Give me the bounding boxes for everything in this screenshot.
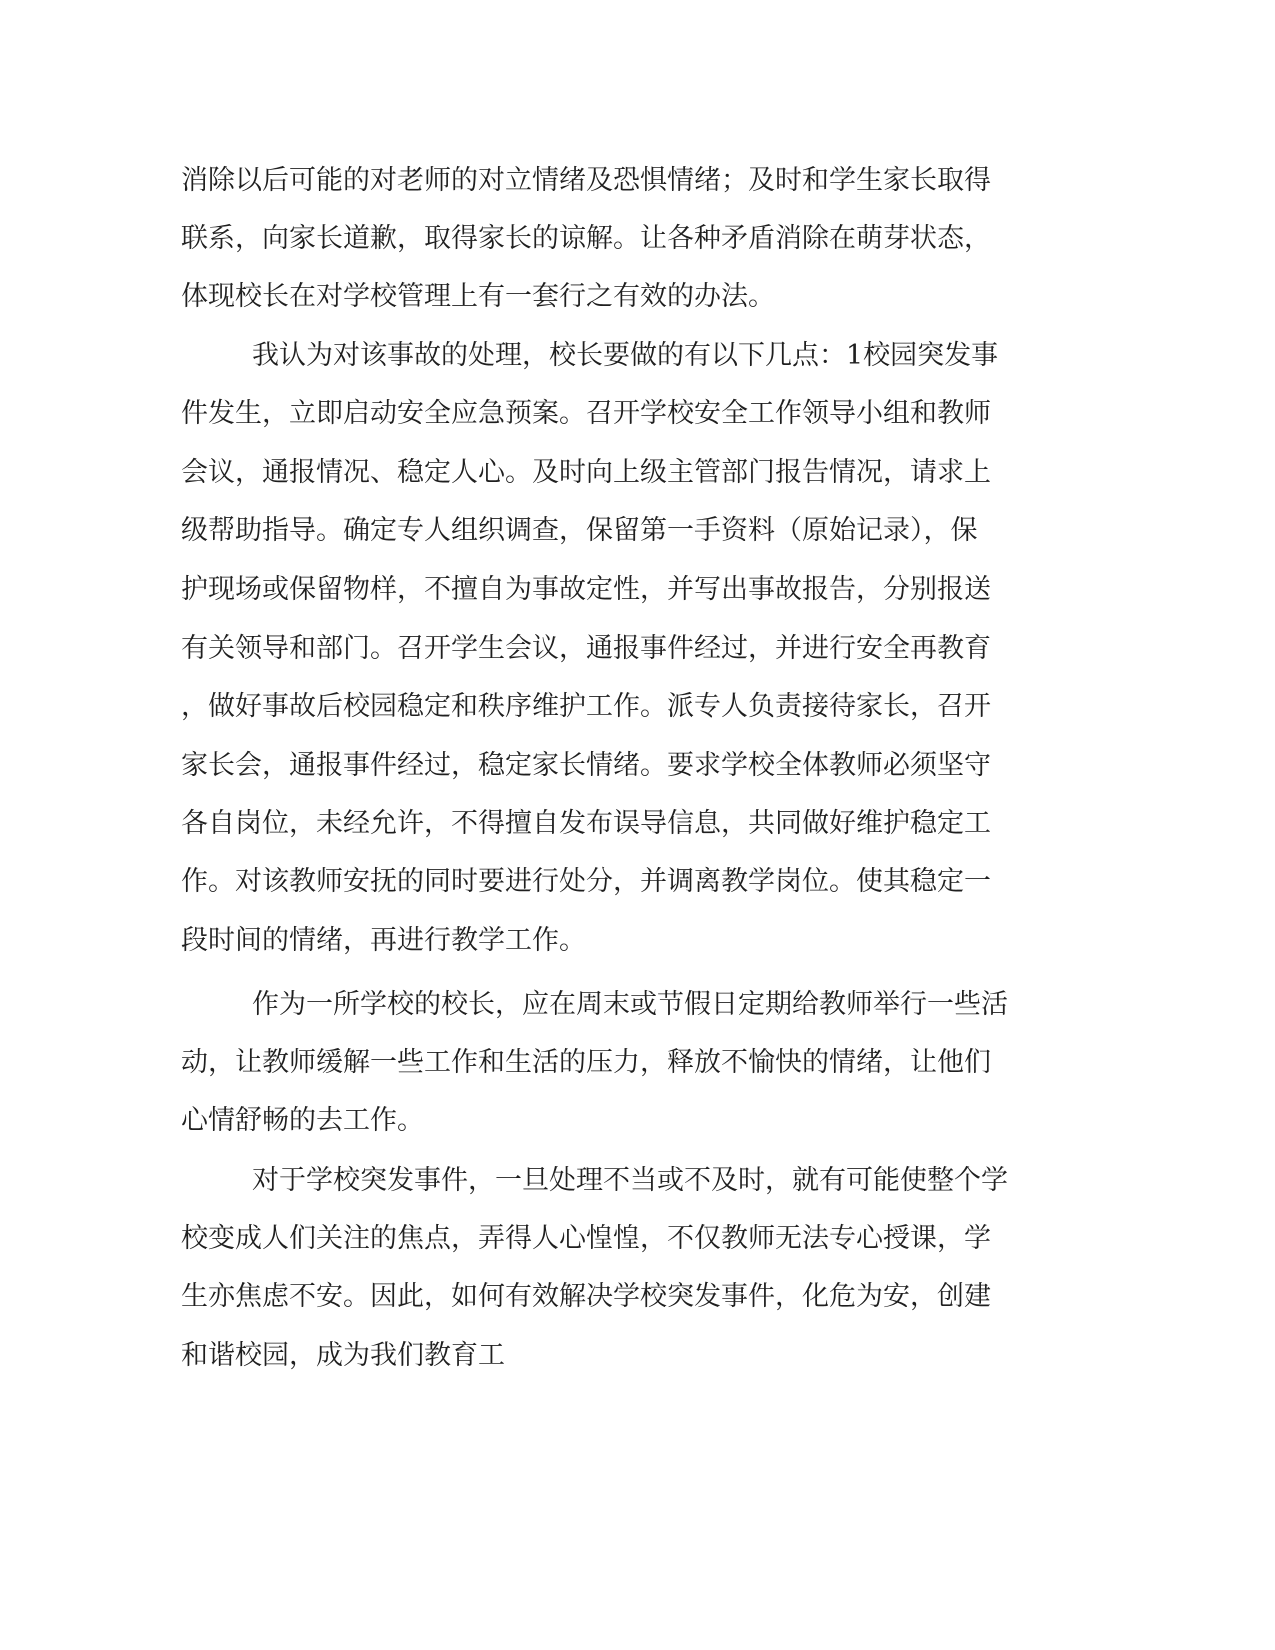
text-line: 级帮助指导。确定专人组织调查，保留第一手资料（原始记录），保 — [181, 515, 978, 546]
text-line: 和谐校园，成为我们教育工 — [181, 1340, 505, 1371]
text-line: 动，让教师缓解一些工作和生活的压力，释放不愉快的情绪，让他们 — [181, 1047, 991, 1078]
text-line: 消除以后可能的对老师的对立情绪及恐惧情绪；及时和学生家长取得 — [181, 165, 991, 196]
text-line: 心情舒畅的去工作。 — [181, 1105, 424, 1136]
text-line: 有关领导和部门。召开学生会议，通报事件经过，并进行安全再教育 — [181, 633, 991, 664]
text-line: 我认为对该事故的处理，校长要做的有以下几点：1校园突发事 — [252, 340, 999, 371]
text-line: 家长会，通报事件经过，稳定家长情绪。要求学校全体教师必须坚守 — [181, 750, 991, 781]
text-line: 对于学校突发事件，一旦处理不当或不及时，就有可能使整个学 — [252, 1165, 1008, 1196]
text-line: 各自岗位，未经允许，不得擅自发布误导信息，共同做好维护稳定工 — [181, 808, 991, 839]
text-line: 体现校长在对学校管理上有一套行之有效的办法。 — [181, 281, 775, 312]
text-line: 作为一所学校的校长，应在周末或节假日定期给教师举行一些活 — [252, 989, 1008, 1020]
text-line: 作。对该教师安抚的同时要进行处分，并调离教学岗位。使其稳定一 — [181, 866, 991, 897]
text-line: 护现场或保留物样，不擅自为事故定性，并写出事故报告，分别报送 — [181, 574, 991, 605]
text-line: 段时间的情绪，再进行教学工作。 — [181, 925, 586, 956]
text-line: 生亦焦虑不安。因此，如何有效解决学校突发事件，化危为安，创建 — [181, 1281, 991, 1312]
text-line: 件发生，立即启动安全应急预案。召开学校安全工作领导小组和教师 — [181, 398, 991, 429]
text-line: ，做好事故后校园稳定和秩序维护工作。派专人负责接待家长，召开 — [181, 691, 991, 722]
text-line: 会议，通报情况、稳定人心。及时向上级主管部门报告情况，请求上 — [181, 457, 991, 488]
text-line: 校变成人们关注的焦点，弄得人心惶惶，不仅教师无法专心授课，学 — [181, 1223, 991, 1254]
text-line: 联系，向家长道歉，取得家长的谅解。让各种矛盾消除在萌芽状态， — [181, 223, 991, 254]
